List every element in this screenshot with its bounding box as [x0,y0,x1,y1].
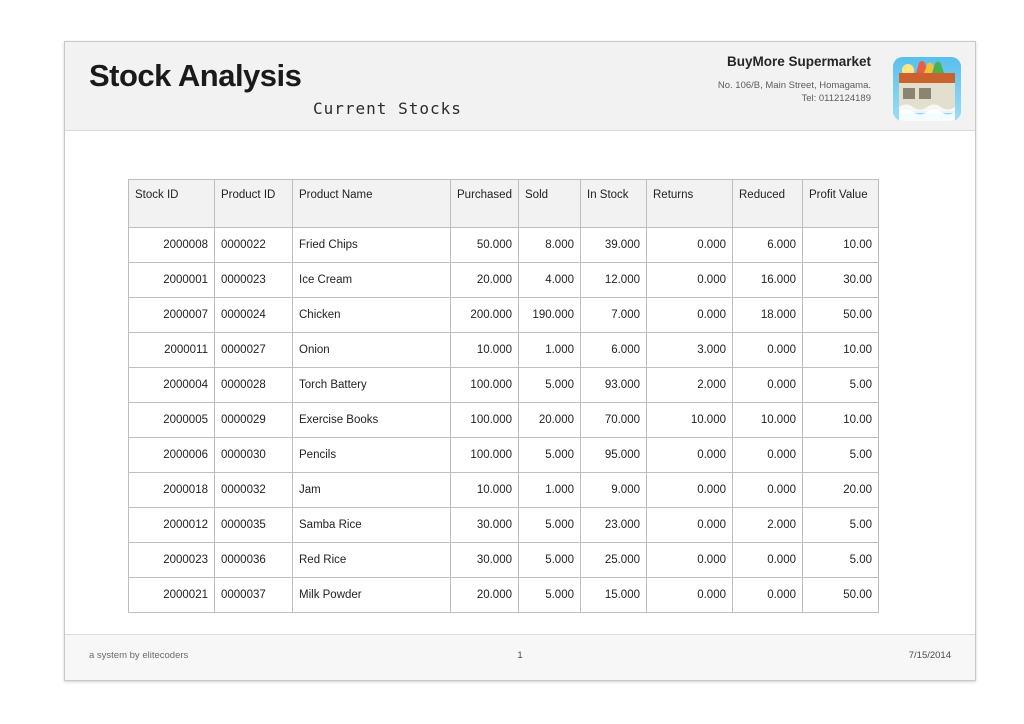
table-row [129,368,879,403]
table-cell: 0000023 [215,263,293,298]
table-cell: 2000021 [129,578,215,613]
table-cell: 39.000 [581,228,647,263]
table-cell: 0000037 [215,578,293,613]
table-cell: 0.000 [733,333,803,368]
page-title: Stock Analysis [89,58,302,93]
column-header: Sold [519,180,581,228]
table-cell: 2000004 [129,368,215,403]
table-row [129,298,879,333]
table-cell: 0000030 [215,438,293,473]
table-cell: 5.000 [519,438,581,473]
table-cell: 0000036 [215,543,293,578]
table-cell: Onion [293,333,451,368]
table-cell: 0.000 [733,543,803,578]
table-row [129,333,879,368]
table-cell: 7.000 [581,298,647,333]
table-cell: 5.000 [519,543,581,578]
table-cell: 0.000 [733,438,803,473]
table-cell: 10.000 [733,403,803,438]
table-row [129,543,879,578]
table-cell: 5.00 [803,368,879,403]
table-cell: Torch Battery [293,368,451,403]
table-cell: Ice Cream [293,263,451,298]
footer-date: 7/15/2014 [908,650,951,661]
table-cell: 20.00 [803,473,879,508]
table-cell: 50.00 [803,578,879,613]
supermarket-logo-icon [893,57,961,121]
table-cell: 100.000 [451,368,519,403]
footer-page-number: 1 [517,650,523,661]
table-cell: 20.000 [451,263,519,298]
table-cell: 2000007 [129,298,215,333]
table-cell: 15.000 [581,578,647,613]
column-header: Purchased [451,180,519,228]
table-cell: 0.000 [733,368,803,403]
table-cell: 0.000 [647,543,733,578]
company-name: BuyMore Supermarket [726,54,871,69]
table-cell: Pencils [293,438,451,473]
footer-credit: a system by elitecoders [89,650,189,661]
column-header: Product Name [293,180,451,228]
table-cell: 5.00 [803,508,879,543]
table-cell: 30.000 [451,543,519,578]
table-cell: 0.000 [647,508,733,543]
table-cell: 50.00 [803,298,879,333]
table-cell: 10.00 [803,228,879,263]
table-cell: 9.000 [581,473,647,508]
table-cell: 1.000 [519,473,581,508]
table-cell: 0000032 [215,473,293,508]
table-cell: 1.000 [519,333,581,368]
table-cell: 2000011 [129,333,215,368]
table-cell: 6.000 [581,333,647,368]
table-cell: 0000027 [215,333,293,368]
table-cell: 2000023 [129,543,215,578]
stock-table [128,179,879,613]
table-cell: 0.000 [647,263,733,298]
table-cell: 18.000 [733,298,803,333]
table-cell: 5.00 [803,438,879,473]
company-address: No. 106/B, Main Street, Homagama. [717,80,871,91]
table-cell: 2000001 [129,263,215,298]
column-header: In Stock [581,180,647,228]
company-tel: Tel: 0112124189 [801,93,871,104]
table-header-row [129,180,879,228]
table-cell: 93.000 [581,368,647,403]
table-cell: 0000035 [215,508,293,543]
table-cell: 2000008 [129,228,215,263]
table-cell: 100.000 [451,403,519,438]
table-cell: 2000018 [129,473,215,508]
table-cell: 0000022 [215,228,293,263]
column-header: Profit Value [803,180,879,228]
table-cell: 20.000 [451,578,519,613]
table-cell: Fried Chips [293,228,451,263]
table-cell: 10.000 [647,403,733,438]
table-cell: 0.000 [733,473,803,508]
table-cell: 2.000 [733,508,803,543]
table-cell: 10.00 [803,403,879,438]
table-cell: 10.000 [451,473,519,508]
table-cell: 0.000 [647,438,733,473]
table-cell: 30.00 [803,263,879,298]
table-cell: 2000012 [129,508,215,543]
table-cell: 5.000 [519,368,581,403]
table-row [129,403,879,438]
table-cell: 10.000 [451,333,519,368]
table-cell: 8.000 [519,228,581,263]
table-cell: 2000005 [129,403,215,438]
table-cell: 4.000 [519,263,581,298]
table-cell: 200.000 [451,298,519,333]
column-header: Product ID [215,180,293,228]
table-cell: 0000024 [215,298,293,333]
column-header: Returns [647,180,733,228]
table-cell: 30.000 [451,508,519,543]
table-row [129,578,879,613]
table-cell: 0000029 [215,403,293,438]
table-cell: 10.00 [803,333,879,368]
table-cell: 190.000 [519,298,581,333]
table-row [129,508,879,543]
table-cell: 5.00 [803,543,879,578]
report-header [65,42,975,131]
table-cell: 6.000 [733,228,803,263]
report-subtitle: Current Stocks [313,99,462,118]
table-cell: Exercise Books [293,403,451,438]
table-cell: 100.000 [451,438,519,473]
table-row [129,263,879,298]
table-cell: 0.000 [647,298,733,333]
table-cell: 95.000 [581,438,647,473]
table-cell: Chicken [293,298,451,333]
table-row [129,473,879,508]
table-cell: Jam [293,473,451,508]
table-cell: 2.000 [647,368,733,403]
table-cell: 5.000 [519,578,581,613]
table-cell: 0000028 [215,368,293,403]
report-footer [65,634,975,680]
table-cell: 3.000 [647,333,733,368]
column-header: Reduced [733,180,803,228]
table-cell: 2000006 [129,438,215,473]
table-cell: 25.000 [581,543,647,578]
table-cell: Samba Rice [293,508,451,543]
table-row [129,228,879,263]
table-cell: 50.000 [451,228,519,263]
table-cell: 0.000 [647,578,733,613]
table-cell: 23.000 [581,508,647,543]
table-cell: 0.000 [647,473,733,508]
table-cell: 5.000 [519,508,581,543]
column-header: Stock ID [129,180,215,228]
table-cell: 0.000 [733,578,803,613]
table-cell: 12.000 [581,263,647,298]
stock-table-container [128,179,878,613]
report-page [64,41,976,681]
table-cell: 16.000 [733,263,803,298]
table-cell: 0.000 [647,228,733,263]
table-cell: 70.000 [581,403,647,438]
table-row [129,438,879,473]
table-cell: Red Rice [293,543,451,578]
table-cell: 20.000 [519,403,581,438]
company-info [718,54,871,105]
table-cell: Milk Powder [293,578,451,613]
